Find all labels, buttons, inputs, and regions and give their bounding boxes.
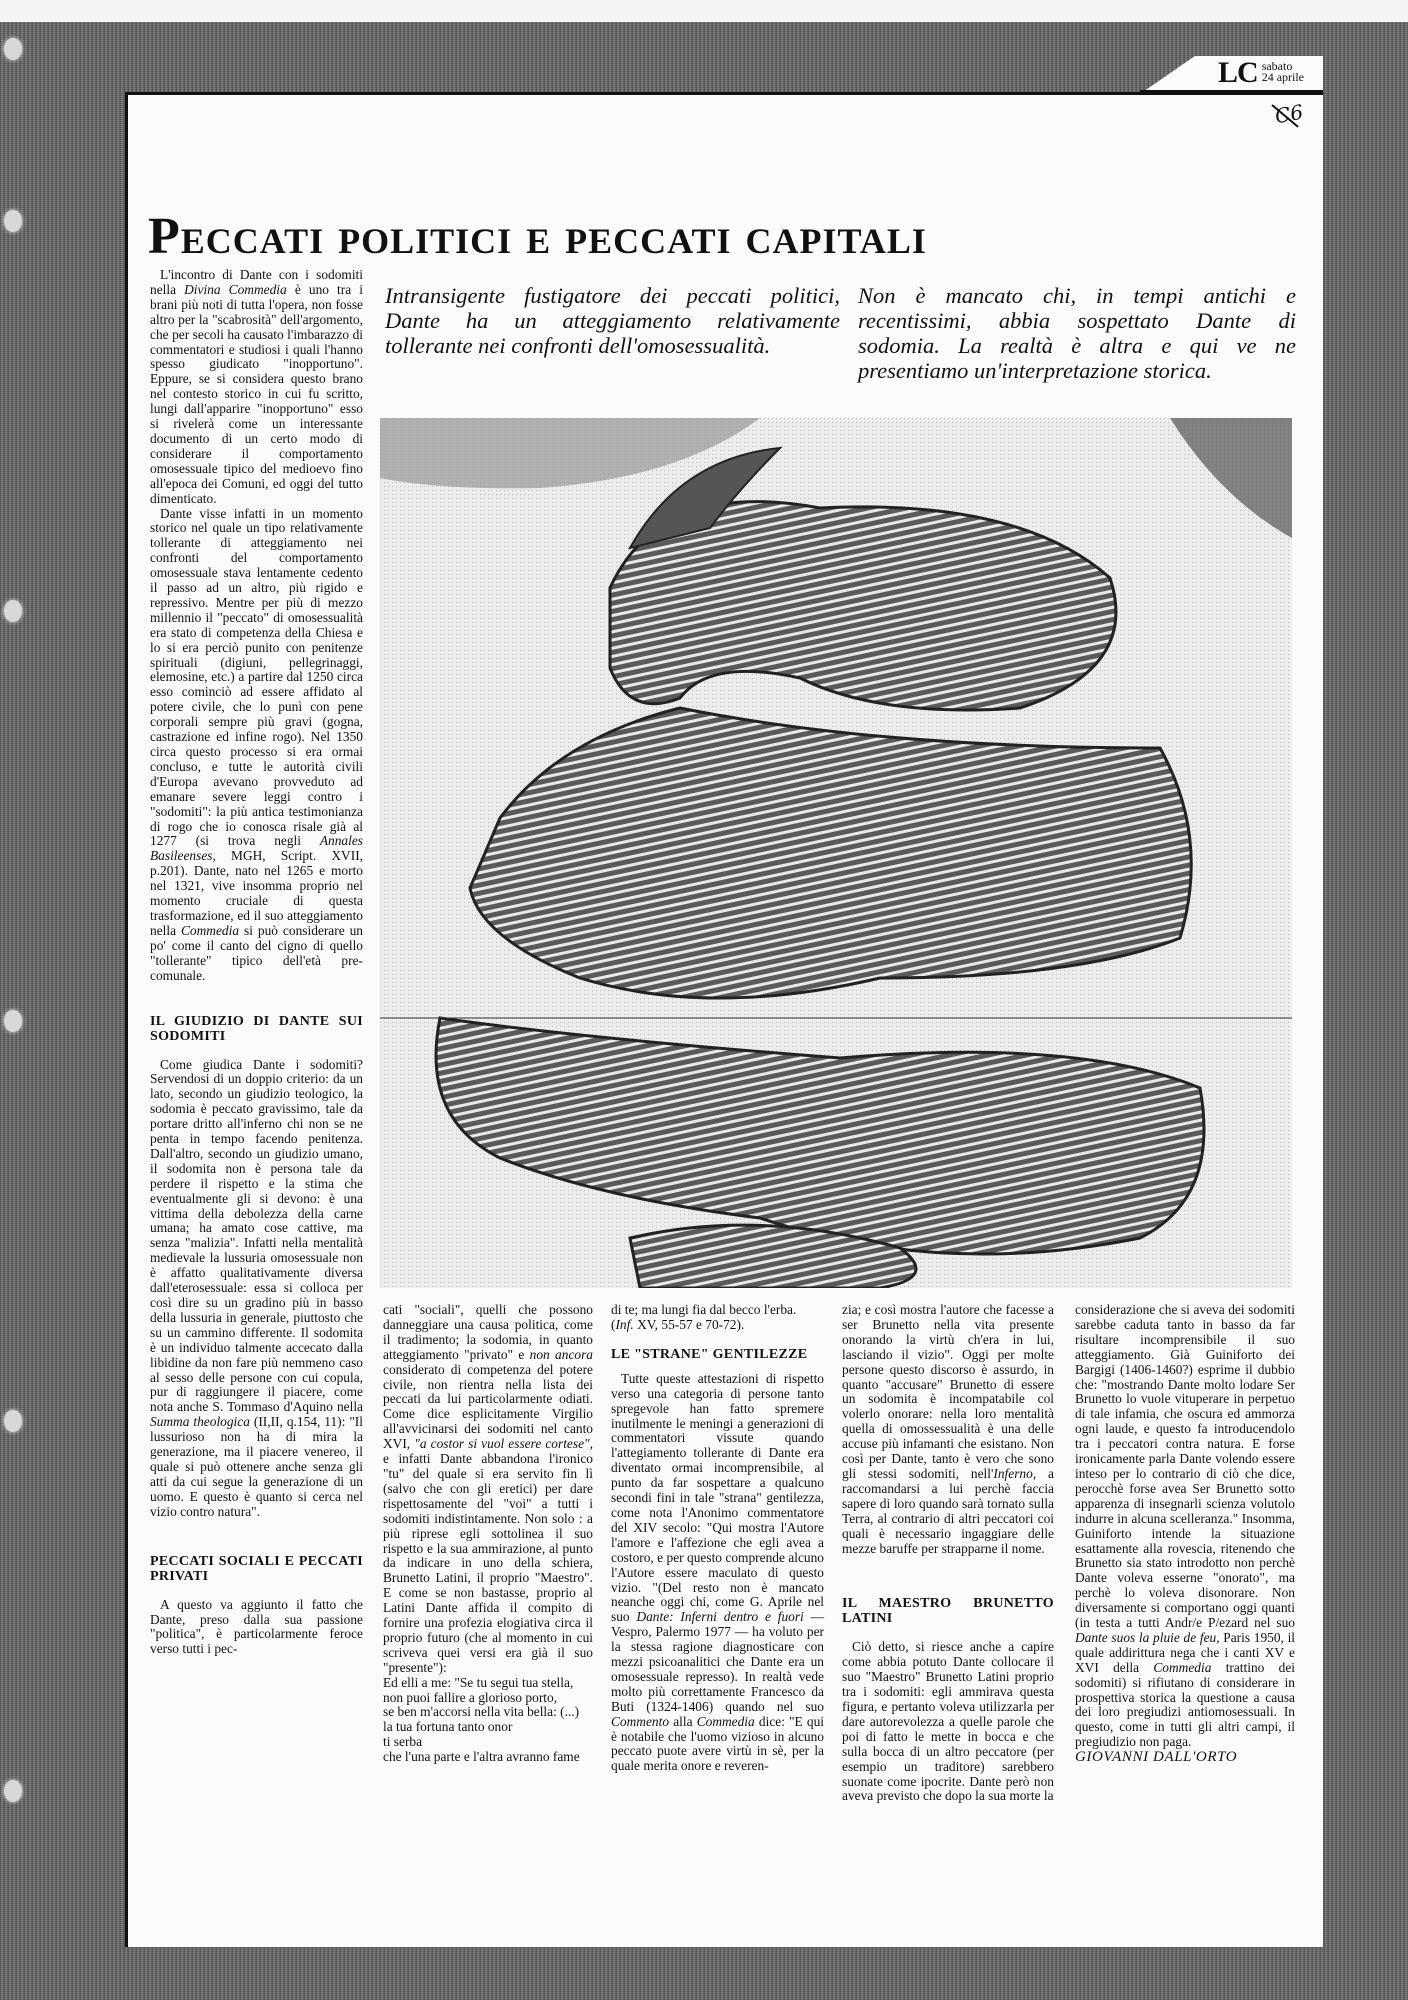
binder-hole: [4, 210, 22, 232]
deck-right: Non è mancato chi, in tempi antichi e recentissimi, abbia sospettato Dante di sodomia. La realtà è altra e qui ve ne presentiamo un'interpretazione storica.: [858, 283, 1296, 383]
deck-left: Intransigente fustigatore dei peccati politici, Dante ha un atteggiamento relativamente tollerante nei confronti dell'omosessualità.: [385, 283, 840, 358]
column-5: [1075, 1303, 1295, 1765]
masthead-rule: [1140, 90, 1323, 95]
intro-paragraph: L'incontro di Dante con i sodomiti nella Divina Commedia è uno tra i brani più noti di tutta l'opera, non fosse altro per la "scabrosità" dell'argomento, che per secoli ha causato l'imbarazzo di commentatori e studiosi i quali l'hanno spesso giudicato "inopportuno". Eppure, se si considera questo brano nel contesto storico in cui fu scritto, lungi dall'apparire "inopportuno" esso si rivelerà come un interessante documento di un certo modo di considerare il comportamento omosessuale tipico del medioevo fino all'epoca dei Comuni, ed oggi del tutto dimenticato.: [150, 267, 363, 506]
spiral-face-engraving: [380, 418, 1292, 1288]
masthead: [1218, 58, 1304, 88]
verse-line: di te; ma lungi fia dal becco l'erba.: [611, 1302, 797, 1317]
verse-line: la tua fortuna tanto onor: [383, 1719, 513, 1735]
body-paragraph: considerazione che si aveva dei sodomiti sarebbe caduta tanto in basso da far risultare incomprensibile il suo atteggiamento. Già Guiniforto dei Bargigi (1406-1460?) esprime il dubbio che: "mostrando Dante molto lodare Ser Brunetto lo vuole vituperare in perpetuo di tale infamia, che oscura ed ammorza ogni laude, e questo fa introducendolo tra i peccatori contra natura. E forse ironicamente parla Dante volendo essere inteso per lo contrario di ciò che dice, perocchè forse avea Ser Brunetto sotto apparenza di insegnarli scienza volutolo indurre in alcuna scelleranza." Insomma, Guiniforto intende la situazione esattamente alla rovescia, ritenendo che Brunetto sia stato introdotto non perchè Dante voleva esserne "onorato", ma perchè lo voleva disonorare. Non diversamente si comportano oggi quanti (in testa a tutti Andr/e P/ezard nel suo Dante suos la pluie de feu, Paris 1950, il quale addirittura nega che i canti XV e XVI della Commedia trattino dei sodomiti) si rifiutano di considerare in prospettiva storica la questione a causa dei loro pregiudizi antiomosessuali. In questo, come in tutti gli altri campi, il pregiudizio non paga.: [1075, 1302, 1296, 1750]
article-headline: Peccati politici e peccati capitali: [148, 207, 927, 265]
column-4: [842, 1303, 1054, 1804]
verse-line: Ed elli a me: "Se tu segui tua stella,: [383, 1674, 574, 1690]
body-paragraph: Tutte queste attestazioni di rispetto verso una categoria di persone tanto spregevole han fatto spremere inutilmente le meningi a generazioni di commentatori vissute quando l'attegiamento tollerante di Dante era diventato ormai incomprensibile, al punto da far sospettare a qualcuno secondi fini in tale "strana" gentilezza, come nota l'Anonimo commentatore del XIV secolo: "Qui mostra l'Autore l'amore e l'affezione che egli avea a costoro, e per questo comprende alcuno l'Autore essere maculato di questo vizio. "(Del resto non è mancato neanche oggi chi, come G. Aprile nel suo Dante: Inferni dentro e fuori — Vespro, Palermo 1977 — ha voluto per la stessa ragione diagnosticare con mezzi psicoanalitici che Dante era un omosessuale represso). In realtà vede molto più correttamente Francesco da Buti (1324-1406) quando nel suo Commento alla Commedia dice: "E qui è notabile che l'uomo vizioso in alcuno peccato puote avere virtù in sè, per la quale merita onore e reveren-: [611, 1370, 824, 1774]
binder-hole: [4, 1410, 22, 1432]
section-heading: PECCATI SOCIALI E PECCATI PRIVATI: [150, 1553, 363, 1584]
verse-line: ti serba: [383, 1734, 423, 1750]
verse-citation: (Inf. XV, 55-57 e 70-72).: [611, 1316, 745, 1332]
binder-hole: [4, 1780, 22, 1802]
verse-line: non puoi fallire a glorioso porto,: [383, 1689, 558, 1705]
body-paragraph: Dante visse infatti in un momento storico nel quale un tipo relativamente tollerante di atteggiamento nei confronti del comportamento omosessuale stava lentamente cedento il passo ad un altro, più rigido e repressivo. Mentre per più di mezzo millennio il "peccato" di omosessualità era stato di competenza della Chiesa e lo si era perciò punito con penitenze spirituali (digiuni, pellegrinaggi, elemosine, etc.) a partire dal 1250 circa esso cominciò ad essere affidato al potere civile, che lo punì con pene corporali sempre più gravi (gogna, castrazione ed infine rogo). Nel 1350 circa questo processo si era ormai concluso, e tutte le autorità civili d'Europa avevano provveduto ad emanare severe leggi contro i "sodomiti": la più antica testimonianza di rogo che io conosca risale già al 1277 (si trova negli Annales Basileenses, MGH, Script. XVII, p.201). Dante, nato nel 1265 e morto nel 1321, vive insomma proprio nel momento cruciale di questa trasformazione, ed il suo atteggiamento nella Commedia si può considerare un po' come il canto del cigno di quello "tollerante" tipico dell'età pre-comunale.: [150, 505, 363, 983]
column-2: [383, 1303, 593, 1765]
body-paragraph: zia; e così mostra l'autore che facesse a ser Brunetto nella vita presente onorando la virtù ch'era in lui, lasciando il vizio". Oggi per molte persone questo discorso è assurdo, in quanto "accusare" Brunetto di essere un sodomita è incompatabile col volerlo onorare: nella loro mentalità quella di omossessualità è una delle accuse più infamanti che esistano. Non così per Dante, tanto è vero che sono gli stessi sodomiti, nell'Inferno, a raccomandarsi a lui perchè faccia sapere di loro quando sarà tornato sulla Terra, al contrario di altri peccatori coi quali è necessario ingaggiare delle mezze baruffe per strapparne il nome.: [842, 1302, 1054, 1556]
article-illustration: [380, 418, 1292, 1288]
body-paragraph: Ciò detto, si riesce anche a capire come abbia potuto Dante collocare il suo "Maestro" Brunetto Latini proprio tra i sodomiti: egli ammirava questa figura, e pertanto voleva utilizzarla per dare autorevolezza a quelle parole che poi di fatto le mette in bocca e che sulla bocca di un altro peccatore (per esempio un traditore) sarebbero suonate come ipocrite. Dante però non aveva previsto che dopo la sua morte la: [842, 1639, 1054, 1804]
issue-date: sabato 24 aprile: [1261, 59, 1305, 84]
body-paragraph: Come giudica Dante i sodomiti? Servendosi di un doppio criterio: da un lato, secondo un giudizio teologico, la sodomia è peccato gravissimo, tale da portare dritto all'inferno chi non se ne penta in tempo facendo penitenza. Dall'altro, secondo un giudizio umano, il sodomita non è persona tale da perdere il rispetto e la stima che eventualmente gli si devono: è una vittima della debolezza della carne umana; ha amato cose cattive, ma senza "malizia". Infatti nella mentalità medievale la lussuria omosessuale non è affatto qualitativamente diversa dall'eterosessuale: essa si colloca per così dire su un gradino più in basso della lussuria in generale, piuttosto che su un cammino differente. Il sodomita è un individuo talmente accecato dalla libidine da non fare più nemmeno caso al sesso delle persone con cui copula, pur di raggiungere il piacere, come nota anche S. Tommaso d'Aquino nella Summa theologica (II,II, q.154, 11): "Il lussurioso non ha di mira la generazione, ma il piacere venereo, il quale si può ottenere anche senza gli atti da cui segue la generazione di un uomo. E questo è quanto si cerca nel vizio contro natura".: [150, 1056, 363, 1519]
binder-hole: [4, 38, 22, 60]
section-heading: IL GIUDIZIO DI DANTE SUI SODOMITI: [150, 1013, 363, 1044]
binder-hole: [4, 1010, 22, 1032]
author-byline: GIOVANNI DALL'ORTO: [1075, 1749, 1238, 1766]
column-1: [150, 268, 363, 1657]
verse-line: che l'una parte e l'altra avranno fame: [383, 1749, 580, 1765]
body-paragraph: cati "sociali", quelli che possono danneggiare una causa politica, come il tradimento; la sodomia, in quanto atteggiamento "privato" e non ancora considerato di competenza del potere civile, non rientra nella lista dei peccati da lui particolarmente odiati. Come dice esplicitamente Virgilio all'avvicinarsi dei sodomiti nel canto XVI, "a costor si vuol essere cortese", e infatti Dante abbandona l'ironico "tu" del quale si era servito fin lì (salvo che con gli eretici) per dare rispettosamente del "voi" a tutti i sodomiti indistintamente. Non solo : a più riprese egli sottolinea il suo rispetto e la sua ammirazione, al punto da indicare in uno della schiera, Brunetto Latini, il proprio "Maestro". E come se non bastasse, proprio al Latini Dante affida il compito di fornire una profezia elogiativa circa il proprio futuro (che al momento in cui scriveva quei versi era già il suo "presente"):: [383, 1302, 593, 1675]
body-paragraph: A questo va aggiunto il fatto che Dante, preso dalla sua passione "politica", è particolarmente feroce verso tutti i pec-: [150, 1596, 363, 1657]
binder-hole: [4, 600, 22, 622]
section-heading: IL MAESTRO BRUNETTO LATINI: [842, 1596, 1054, 1627]
scan-top-margin: [0, 0, 1408, 22]
column-3: [611, 1303, 824, 1774]
verse-line: se ben m'accorsi nella vita bella: (...): [383, 1704, 580, 1720]
newspaper-logo: LC: [1218, 56, 1258, 89]
handwritten-mark: C6: [1273, 99, 1305, 129]
section-heading: LE "STRANE" GENTILEZZE: [611, 1346, 808, 1362]
